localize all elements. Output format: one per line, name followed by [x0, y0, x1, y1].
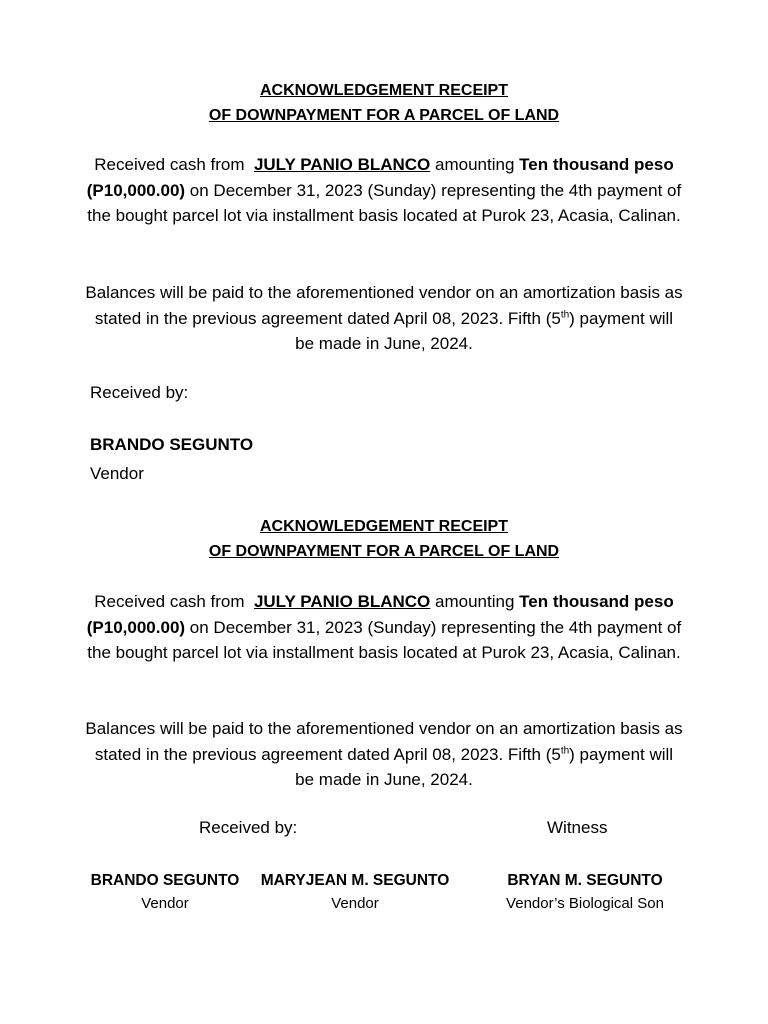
receipt2-paragraph2: [84, 716, 684, 793]
receipt2-payer: JULY PANIO BLANCO: [253, 592, 431, 611]
signatory-name: MARYJEAN M. SEGUNTO: [260, 872, 450, 889]
receipt1-p2-sup: th: [560, 308, 570, 320]
receipt2-witness: Witness: [547, 818, 608, 837]
receipt1-vendor-role: Vendor: [90, 464, 144, 483]
receipt2-p2-b: ) payment will be made in June, 2024.: [295, 744, 674, 789]
receipt1-p1-b: amounting: [435, 155, 515, 174]
receipt1-p1-a: Received cash from: [94, 155, 245, 174]
signatory-bryan: [490, 870, 680, 916]
receipt1-paragraph2: [84, 280, 684, 357]
receipt2-p1-b: amounting: [435, 592, 515, 611]
receipt2-paragraph1: [84, 589, 684, 666]
receipt1-p2-b: ) payment will be made in June, 2024.: [295, 308, 674, 353]
signatory-role: Vendor: [141, 895, 189, 912]
receipt2-amount: Ten thousand peso (P10,000.00): [86, 592, 674, 637]
receipt2-title-line1: ACKNOWLEDGEMENT RECEIPT: [260, 518, 508, 535]
receipt1-title-line1: ACKNOWLEDGEMENT RECEIPT: [260, 82, 508, 99]
receipt1-title: [0, 78, 768, 128]
receipt1-paragraph1: [84, 152, 684, 229]
receipt1-title-line2: OF DOWNPAYMENT FOR A PARCEL OF LAND: [208, 107, 560, 124]
signatory-name: BRANDO SEGUNTO: [90, 872, 240, 889]
receipt1-amount: Ten thousand peso (P10,000.00): [86, 155, 674, 200]
signatory-brando: [80, 870, 250, 916]
receipt1-payer: JULY PANIO BLANCO: [253, 155, 431, 174]
receipt1-received-by: Received by:: [90, 383, 189, 402]
signatory-maryjean: [250, 870, 460, 916]
receipt2-received-by: Received by:: [199, 818, 298, 837]
signatory-role: Vendor’s Biological Son: [506, 895, 664, 912]
receipt2-p2-a: Balances will be paid to the aforementioned vendor on an amortization basis as stated in the previous agreement dated April 08, 2023. Fifth (5: [85, 719, 683, 764]
receipt2-title: [0, 514, 768, 564]
receipt1-p1-c: on December 31, 2023 (Sunday) representing the 4th payment of the bought parcel lot via installment basis located at Purok 23, Acasia, Calinan.: [87, 180, 682, 225]
receipt2-p2-sup: th: [560, 744, 570, 756]
receipt1-p2-a: Balances will be paid to the aforementioned vendor on an amortization basis as stated in the previous agreement dated April 08, 2023. Fifth (5: [85, 283, 683, 328]
receipt1-vendor-name: BRANDO SEGUNTO: [90, 435, 254, 454]
receipt2-title-line2: OF DOWNPAYMENT FOR A PARCEL OF LAND: [208, 543, 560, 560]
signatory-role: Vendor: [331, 895, 379, 912]
receipt2-p1-c: on December 31, 2023 (Sunday) representing the 4th payment of the bought parcel lot via installment basis located at Purok 23, Acasia, Calinan.: [87, 617, 682, 662]
signatory-name: BRYAN M. SEGUNTO: [507, 872, 663, 889]
receipt2-p1-a: Received cash from: [94, 592, 245, 611]
